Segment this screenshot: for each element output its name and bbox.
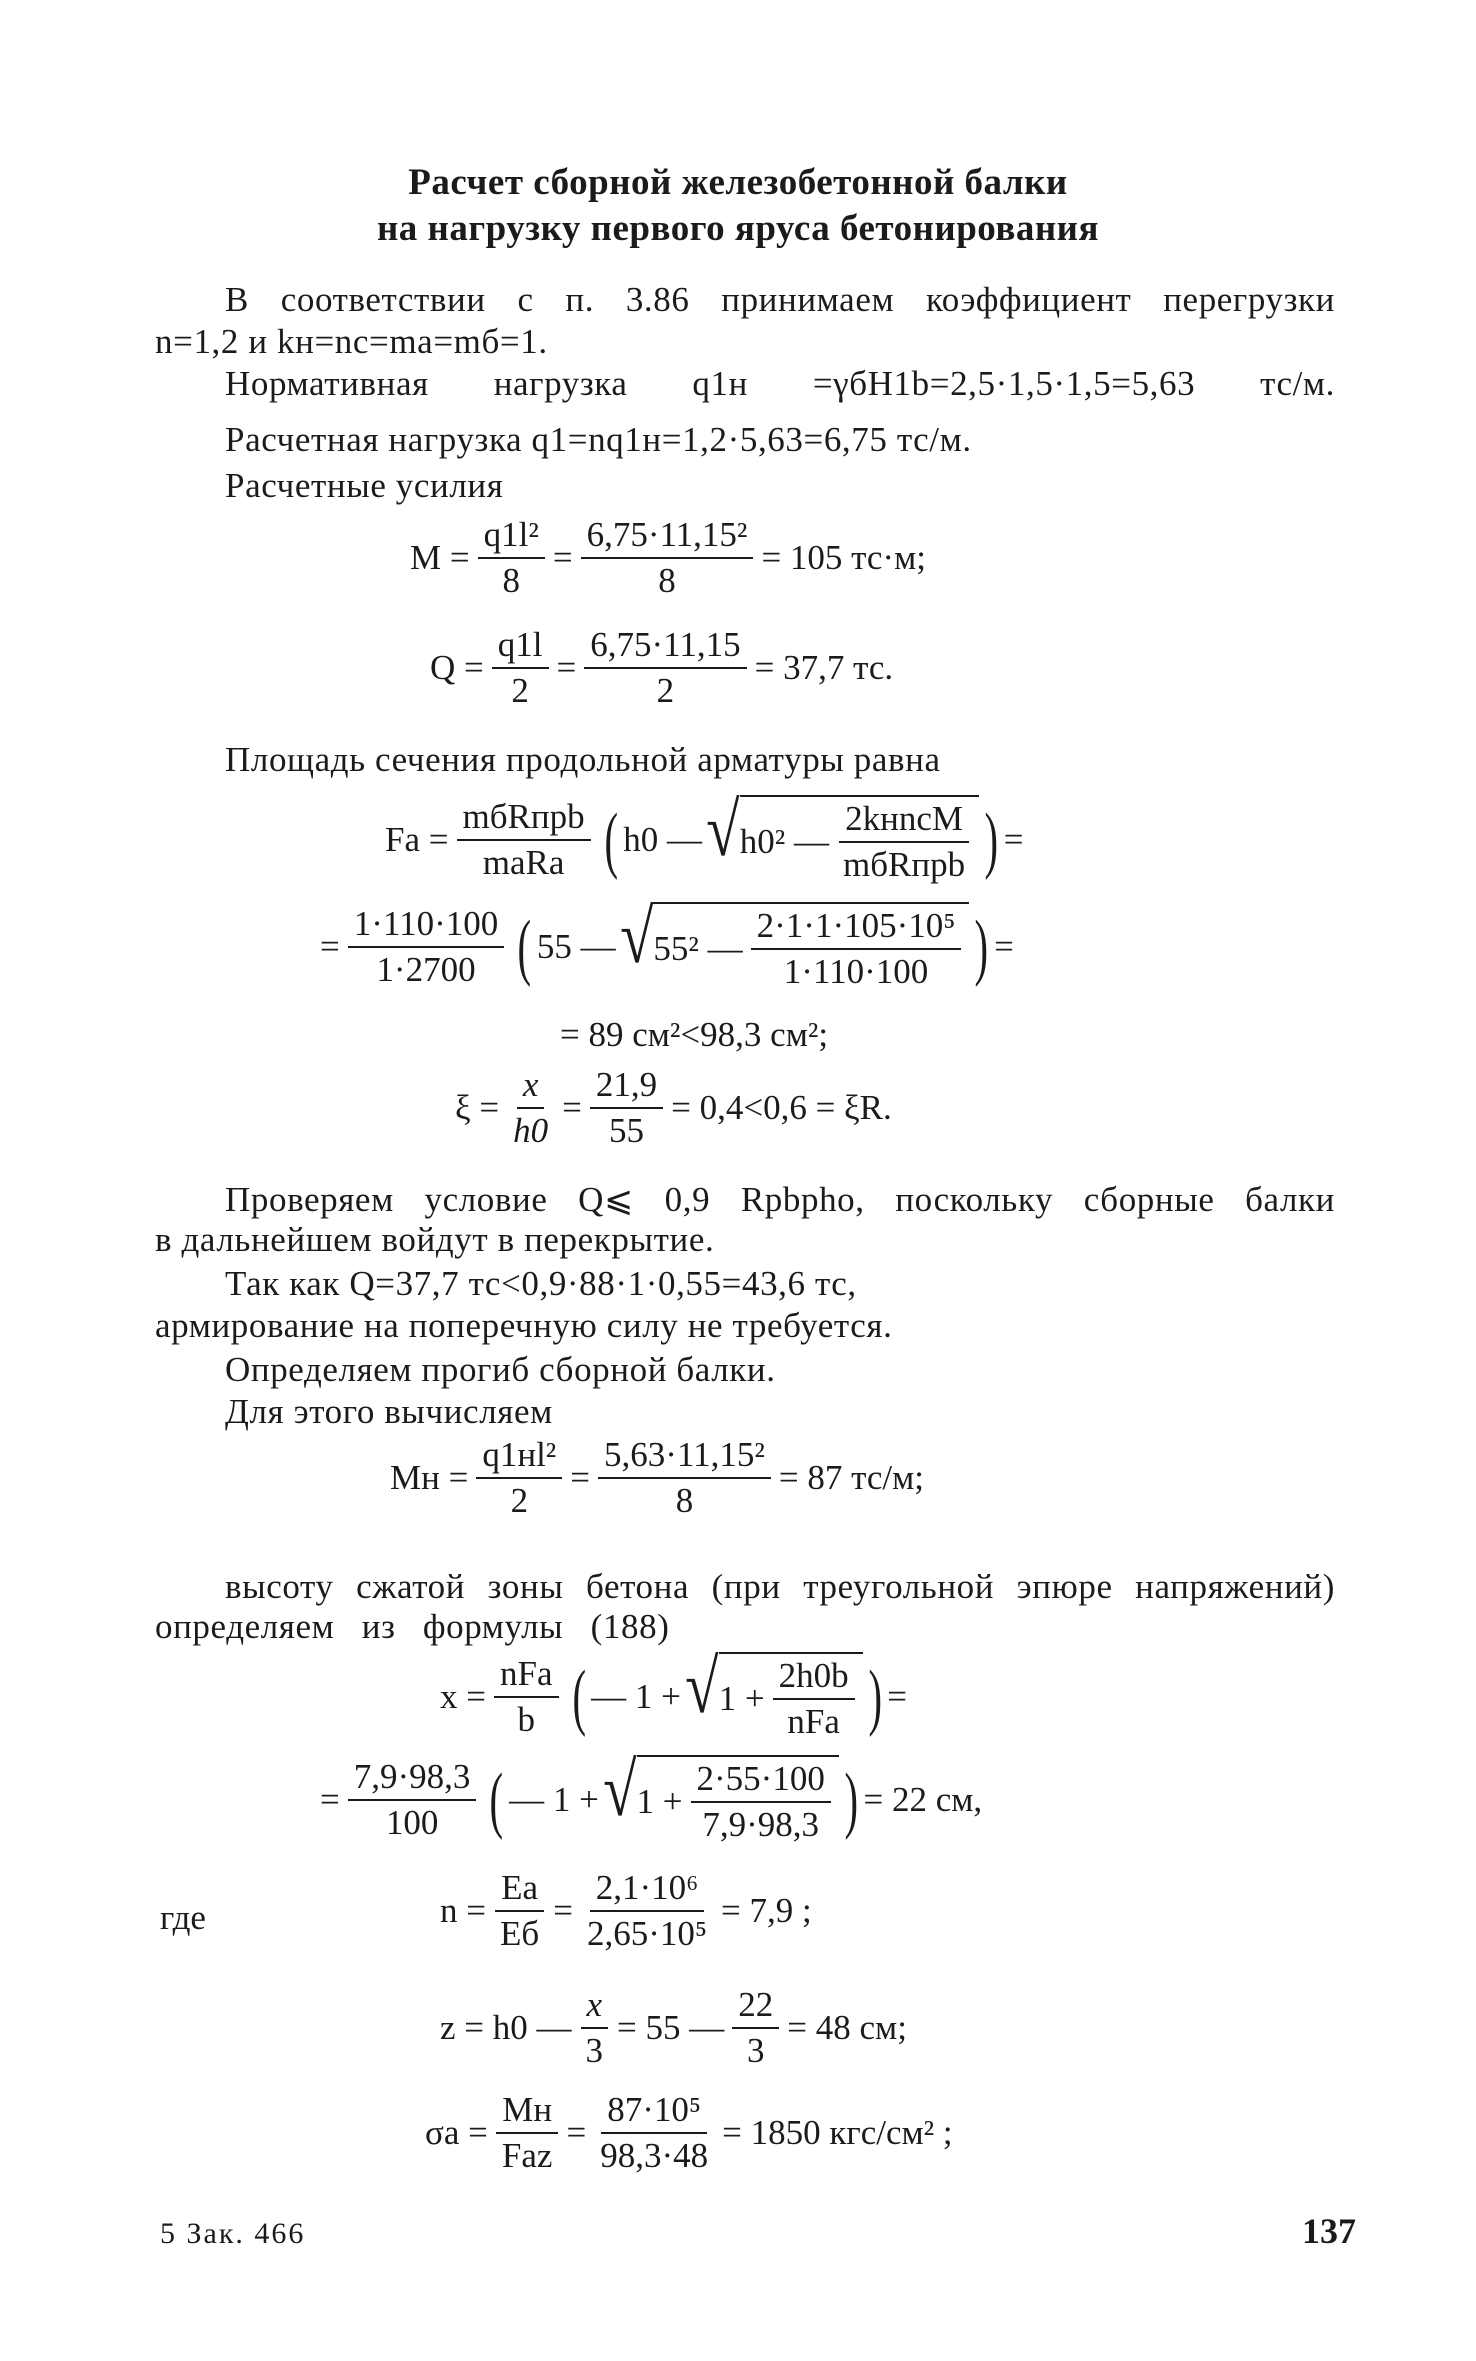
fraction: $\frac{6,75\cdot 11,15}{2}$ <box>584 625 746 711</box>
radical-sign: √ <box>685 1645 719 1729</box>
paragraph-3: Расчетная нагрузка q1=nq1н=1,2·5,63=6,75 тс/м. <box>225 420 972 459</box>
paragraph-2: Нормативная нагрузка q1н =γбH1b=2,5·1,5·1,5=5,63 тс/м. <box>225 364 1335 403</box>
equals-sign: = <box>566 2113 587 2152</box>
fraction: $\frac{\text{nFа}}{b}$ <box>494 1654 559 1740</box>
equals-sign: = <box>320 927 340 966</box>
square-root <box>681 1645 863 1742</box>
fraction: $\frac{\text{87·10⁵}}{98,3\cdot 48}$ <box>600 2090 709 2175</box>
fraction: $\frac{\text{q1нl²}}{2}$ <box>476 1435 562 1521</box>
radical-sign: √ <box>706 788 740 872</box>
radical-sign: √ <box>602 1748 637 1832</box>
paragraph-4: Расчетные усилия <box>225 466 504 505</box>
equation-moment <box>410 515 926 601</box>
fraction: $\frac{\text{mбRпрb}}{\text{mаRа}}$ <box>457 797 591 883</box>
equation-sigma <box>425 2090 953 2176</box>
square-root <box>599 1748 839 1845</box>
left-paren: ( <box>604 799 618 881</box>
equation-fa-numeric: = $\frac{1\cdot 110\cdot 100}{1\cdot 2700}$ ( 55 — √ 55² — $\frac{\text{2·1·1·105·10⁵}}{1\cdot 110\cdot 100}$ ) = <box>320 895 1014 991</box>
fraction: $\frac{\text{5,63·11,15²}}{8}$ <box>598 1435 771 1521</box>
right-paren: ) <box>868 1656 882 1738</box>
eq-rhs: = 48 см; <box>787 2008 907 2047</box>
heading-line-1: Расчет сборной железобетонной балки <box>408 162 1068 203</box>
eq-rhs: = 105 тс·м; <box>761 538 926 577</box>
paragraph-1-line-2: n=1,2 и kн=nc=mа=mб=1. <box>155 322 548 361</box>
paragraph-8: Определяем прогиб сборной балки. <box>225 1350 776 1389</box>
fraction: $\frac{\text{2,1·10⁶}}{\text{2,65·10⁵}}$ <box>586 1868 708 1953</box>
eq-lhs: n = <box>440 1891 486 1930</box>
eq-lhs: z = h0 — <box>440 2008 572 2047</box>
paragraph-10-line-1: высоту сжатой зоны бетона (при треугольной эпюре напряжений) <box>225 1567 1335 1606</box>
heading-line-2: на нагрузку первого яруса бетонирования <box>376 208 1099 249</box>
eq-lhs: σа = <box>425 2113 488 2152</box>
paragraph-7-line-2: армирование на поперечную силу не требуется. <box>155 1306 893 1345</box>
eq-rhs: = 0,4<0,6 = ξR. <box>671 1088 892 1127</box>
fraction: $\frac{7,9\cdot 98,3}{100}$ <box>348 1757 477 1843</box>
equation-shear <box>430 625 893 711</box>
equals-sign: = <box>552 538 573 577</box>
fraction: $\frac{\text{2kнncM}}{\text{mбRпрb}}$ <box>837 799 971 885</box>
paragraph-7-line-1: Так как Q=37,7 тс<0,9·88·1·0,55=43,6 тс, <box>225 1264 857 1303</box>
eq-lhs: Mн = <box>390 1458 469 1497</box>
equals-sign: = <box>994 927 1014 966</box>
fraction: $\frac{x}{3}$ <box>580 1985 610 2071</box>
eq-lhs: x = <box>440 1677 486 1716</box>
paragraph-5: Площадь сечения продольной арматуры равна <box>225 740 941 779</box>
equals-sign: = <box>570 1458 591 1497</box>
fraction: $\frac{\text{q1l²}}{8}$ <box>478 515 545 601</box>
fraction: $\frac{\text{6,75·11,15²}}{8}$ <box>581 515 754 601</box>
eq-rhs: = 7,9 ; <box>721 1891 812 1930</box>
eq-lhs: M = <box>410 538 470 577</box>
equals-sign: = <box>1003 820 1024 859</box>
fraction: $\frac{x}{h0}$ <box>513 1065 549 1150</box>
equation-fa <box>385 788 1024 885</box>
equals-sign: = <box>556 648 577 687</box>
print-order-mark: 5 Зак. 466 <box>160 2217 306 2250</box>
paragraph-6-line-1: Проверяем условие Q⩽ 0,9 Rpbphо, поскольку сборные балки <box>225 1180 1335 1219</box>
equals-sign: = <box>553 1891 573 1930</box>
equation-n <box>440 1868 812 1954</box>
radical-sign: √ <box>619 895 654 979</box>
eq-lhs: ξ = <box>455 1088 500 1127</box>
page-number: 137 <box>1302 2211 1356 2251</box>
eq-lhs: Fа = <box>385 820 449 859</box>
radicand: 1 + $\frac{2h0b}{\text{nFа}}$ <box>719 1652 863 1742</box>
fraction: $\frac{22}{3}$ <box>732 1985 779 2071</box>
left-paren: ( <box>489 1759 504 1841</box>
right-paren: ) <box>975 906 989 988</box>
paragraph-1-line-1: В соответствии с п. 3.86 принимаем коэффициент перегрузки <box>225 280 1335 319</box>
equation-z: z = h0 — $\frac{x}{3}$ = 55 — $\frac{22}{3}$ = 48 см; <box>440 1985 907 2070</box>
equals-sign: = <box>887 1677 908 1716</box>
eq-lhs: Q = <box>430 648 484 687</box>
fraction: $\frac{q1l}{2}$ <box>492 625 549 711</box>
fraction: $\frac{2\cdot 55\cdot 100}{7,9\cdot 98,3}$ <box>691 1759 831 1845</box>
fraction: $\frac{1\cdot 110\cdot 100}{1\cdot 2700}$ <box>348 904 505 990</box>
fraction: $\frac{Mн}{\text{Fаz}}$ <box>496 2090 559 2176</box>
radicand: 1 + $\frac{2\cdot 55\cdot 100}{7,9\cdot 98,3}$ <box>637 1755 839 1845</box>
equals-sign: = <box>320 1780 340 1819</box>
eq-rhs: = 22 см, <box>863 1780 983 1819</box>
eq-rhs: = 1850 кгс/см² ; <box>722 2113 953 2152</box>
section-heading <box>160 160 1316 252</box>
fraction: $\frac{Eа}{Eб}$ <box>494 1868 545 1954</box>
equation-fa-result: = 89 см²<98,3 см²; <box>560 1015 829 1054</box>
radicand: 55² — $\frac{\text{2·1·1·105·10⁵}}{1\cdot 110\cdot 100}$ <box>653 902 969 992</box>
equation-x: x = $\frac{\text{nFа}}{b}$ ( — 1 + √ 1 + $\frac{2h0b}{\text{nFа}}$ ) = <box>440 1645 908 1741</box>
paragraph-6-line-2: в дальнейшем войдут в перекрытие. <box>155 1220 715 1259</box>
term-h0: h0 — <box>623 820 703 859</box>
right-paren: ) <box>844 1759 858 1841</box>
paragraph-9: Для этого вычисляем <box>225 1392 553 1431</box>
equation-x-numeric: = $\frac{7,9\cdot 98,3}{100}$ ( — 1 + √ 1 + $\frac{2\cdot 55\cdot 100}{7,9\cdot 98,3}$ ) = 22 см, <box>320 1748 983 1844</box>
radicand: h0² — $\frac{\text{2kнncM}}{\text{mбRпрb}}$ <box>740 795 979 885</box>
fraction: $\frac{21,9}{55}$ <box>590 1065 663 1151</box>
where-label: где <box>160 1898 206 1937</box>
equation-xi <box>455 1065 892 1151</box>
paragraph-10-line-2: определяем из формулы (188) <box>155 1607 670 1646</box>
right-paren: ) <box>984 799 999 881</box>
square-root <box>702 788 979 885</box>
fraction: $\frac{2h0b}{\text{nFа}}$ <box>773 1656 855 1742</box>
eq-rhs: = 87 тс/м; <box>778 1458 924 1497</box>
eq-rhs: = 37,7 тс. <box>754 648 894 687</box>
equals-sign: = <box>562 1088 582 1127</box>
equation-normative-moment <box>390 1435 924 1521</box>
left-paren: ( <box>517 906 532 988</box>
left-paren: ( <box>572 1656 586 1738</box>
fraction: $\frac{\text{2·1·1·105·10⁵}}{1\cdot 110\cdot 100}$ <box>751 906 962 992</box>
